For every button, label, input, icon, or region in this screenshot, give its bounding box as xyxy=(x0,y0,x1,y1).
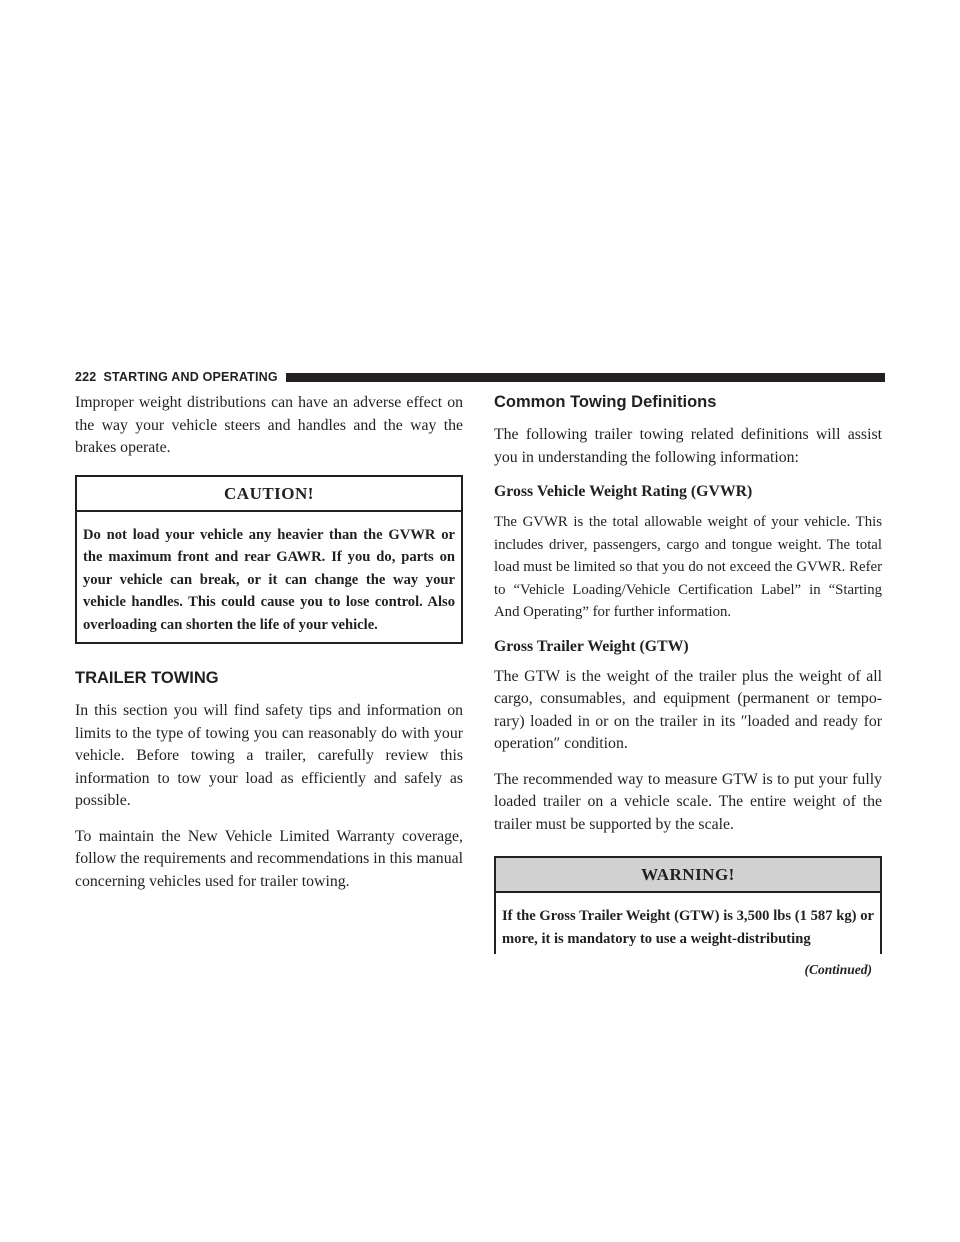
gtw-measure-paragraph: The recommended way to measure GTW is to put your fully loaded trailer on a vehicle scale. The entire weight of the trailer must be supported by the scale. xyxy=(494,770,882,833)
warranty-paragraph: To maintain the New Vehicle Limited Warranty coverage, follow the requirements and recommendations in this manual concerning vehicles used for trailer towing. xyxy=(75,827,463,890)
trailer-towing-paragraph: In this section you will find safety tips and information on limits to the type of towing you can reasonably do with your vehicle. Before towing a trailer, carefully review this information to tow your load as efficiently and safely as possible. xyxy=(75,702,463,809)
header-rule xyxy=(286,373,885,382)
gtw-heading: Gross Trailer Weight (GTW) xyxy=(494,637,689,655)
warning-box xyxy=(494,856,882,954)
warning-text: If the Gross Trailer Weight (GTW) is 3,500 lbs (1 587 kg) or more, it is mandatory to use a weight-distributing xyxy=(502,908,874,947)
page-header xyxy=(75,368,885,386)
gvwr-heading: Gross Vehicle Weight Rating (GVWR) xyxy=(494,483,753,500)
trailer-towing-heading: TRAILER TOWING xyxy=(75,669,219,687)
right-column xyxy=(494,392,882,978)
section-title: STARTING AND OPERATING xyxy=(103,370,278,384)
caution-box xyxy=(75,475,463,645)
continued-label: (Continued) xyxy=(804,962,872,977)
caution-title: CAUTION! xyxy=(77,477,461,512)
caution-text: Do not load your vehicle any heavier than the GVWR or the maximum front and rear GAWR. If you do, parts on your vehicle can break, or it can change the way your vehicle handles. This could cause you to lose control. Also overloading can shorten the life of your vehicle. xyxy=(83,526,455,633)
gtw-paragraph: The GTW is the weight of the trailer plus the weight of all cargo, consumables, and equipment (permanent or temporary) loaded in or on the trailer in its ″loaded and ready for operation″ condition. xyxy=(494,667,882,752)
warning-title: WARNING! xyxy=(496,858,880,893)
left-column xyxy=(75,392,463,906)
gvwr-paragraph: The GVWR is the total allowable weight of your vehicle. This includes driver, passengers, cargo and tongue weight. The total load must be limited so that you do not exceed the GVWR. Refer to “Vehicle Loading/Vehicle Certification Label” in “Starting And Operating” for further information. xyxy=(494,514,882,620)
page-number: 222 xyxy=(75,370,97,384)
definitions-intro: The following trailer towing related definitions will assist you in understanding the following information: xyxy=(494,426,882,466)
intro-paragraph: Improper weight distributions can have an adverse effect on the way your vehicle steers and handles and the way the brakes operate. xyxy=(75,394,463,456)
common-towing-definitions-heading: Common Towing Definitions xyxy=(494,393,717,411)
